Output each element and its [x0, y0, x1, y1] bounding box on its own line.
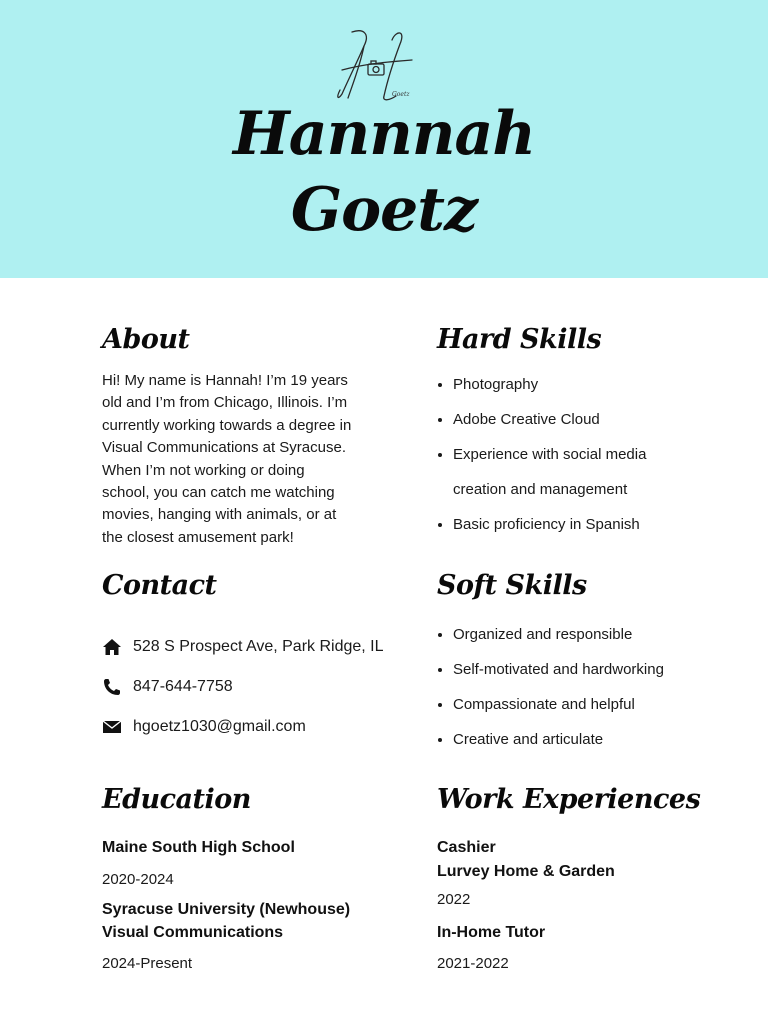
list-item: • Compassionate and helpful	[453, 687, 713, 722]
first-name: Hannnah	[233, 99, 535, 169]
work-job-title: In-Home Tutor	[437, 924, 546, 941]
list-item: • Experience with social media creation and management	[453, 437, 683, 507]
work-title: Work Experiences	[437, 784, 701, 815]
work-dates: 2021-2022	[437, 955, 509, 972]
contact-title: Contact	[102, 570, 217, 601]
list-item: • Photography	[453, 367, 683, 402]
phone-icon	[102, 677, 122, 697]
contact-address: 528 S Prospect Ave, Park Ridge, IL	[133, 638, 384, 655]
about-title: About	[102, 324, 190, 355]
contact-email[interactable]: hgoetz1030@gmail.com	[133, 718, 306, 735]
hard-skills-list	[437, 367, 683, 542]
list-item: • Self-motivated and hardworking	[453, 652, 713, 687]
list-item: • Organized and responsible	[453, 617, 713, 652]
soft-skills-list	[437, 617, 713, 757]
work-job-title: Cashier	[437, 839, 496, 856]
education-dates: 2020-2024	[102, 871, 174, 888]
list-item: • Creative and articulate	[453, 722, 713, 757]
hard-skills-title: Hard Skills	[437, 324, 602, 355]
monogram-logo	[334, 26, 420, 102]
last-name: Goetz	[290, 175, 478, 245]
home-icon	[102, 637, 122, 657]
contact-email-row	[102, 715, 306, 739]
list-item: • Adobe Creative Cloud	[453, 402, 683, 437]
header-banner	[0, 0, 768, 278]
education-school: Maine South High School	[102, 839, 295, 856]
education-school: Syracuse University (Newhouse)	[102, 901, 351, 918]
education-program: Visual Communications	[102, 924, 284, 941]
contact-address-row	[102, 635, 384, 659]
work-dates: 2022	[437, 891, 471, 908]
mail-icon	[102, 717, 122, 737]
list-item: • Basic proficiency in Spanish	[453, 507, 683, 542]
contact-phone-row	[102, 675, 233, 699]
svg-text:Goetz: Goetz	[392, 91, 410, 98]
about-text: Hi! My name is Hannah! I’m 19 years old and I’m from Chicago, Illinois. I’m currently working towards a degree in Visual Communications at Syracuse. When I’m not working or doing school, you can catch me watching movies, hanging with animals, or at the closest amusement park!	[102, 372, 352, 546]
work-employer: Lurvey Home & Garden	[437, 863, 615, 880]
education-title: Education	[102, 784, 251, 815]
education-dates: 2024-Present	[102, 955, 193, 972]
soft-skills-title: Soft Skills	[437, 570, 587, 601]
contact-phone: 847-644-7758	[133, 678, 233, 695]
